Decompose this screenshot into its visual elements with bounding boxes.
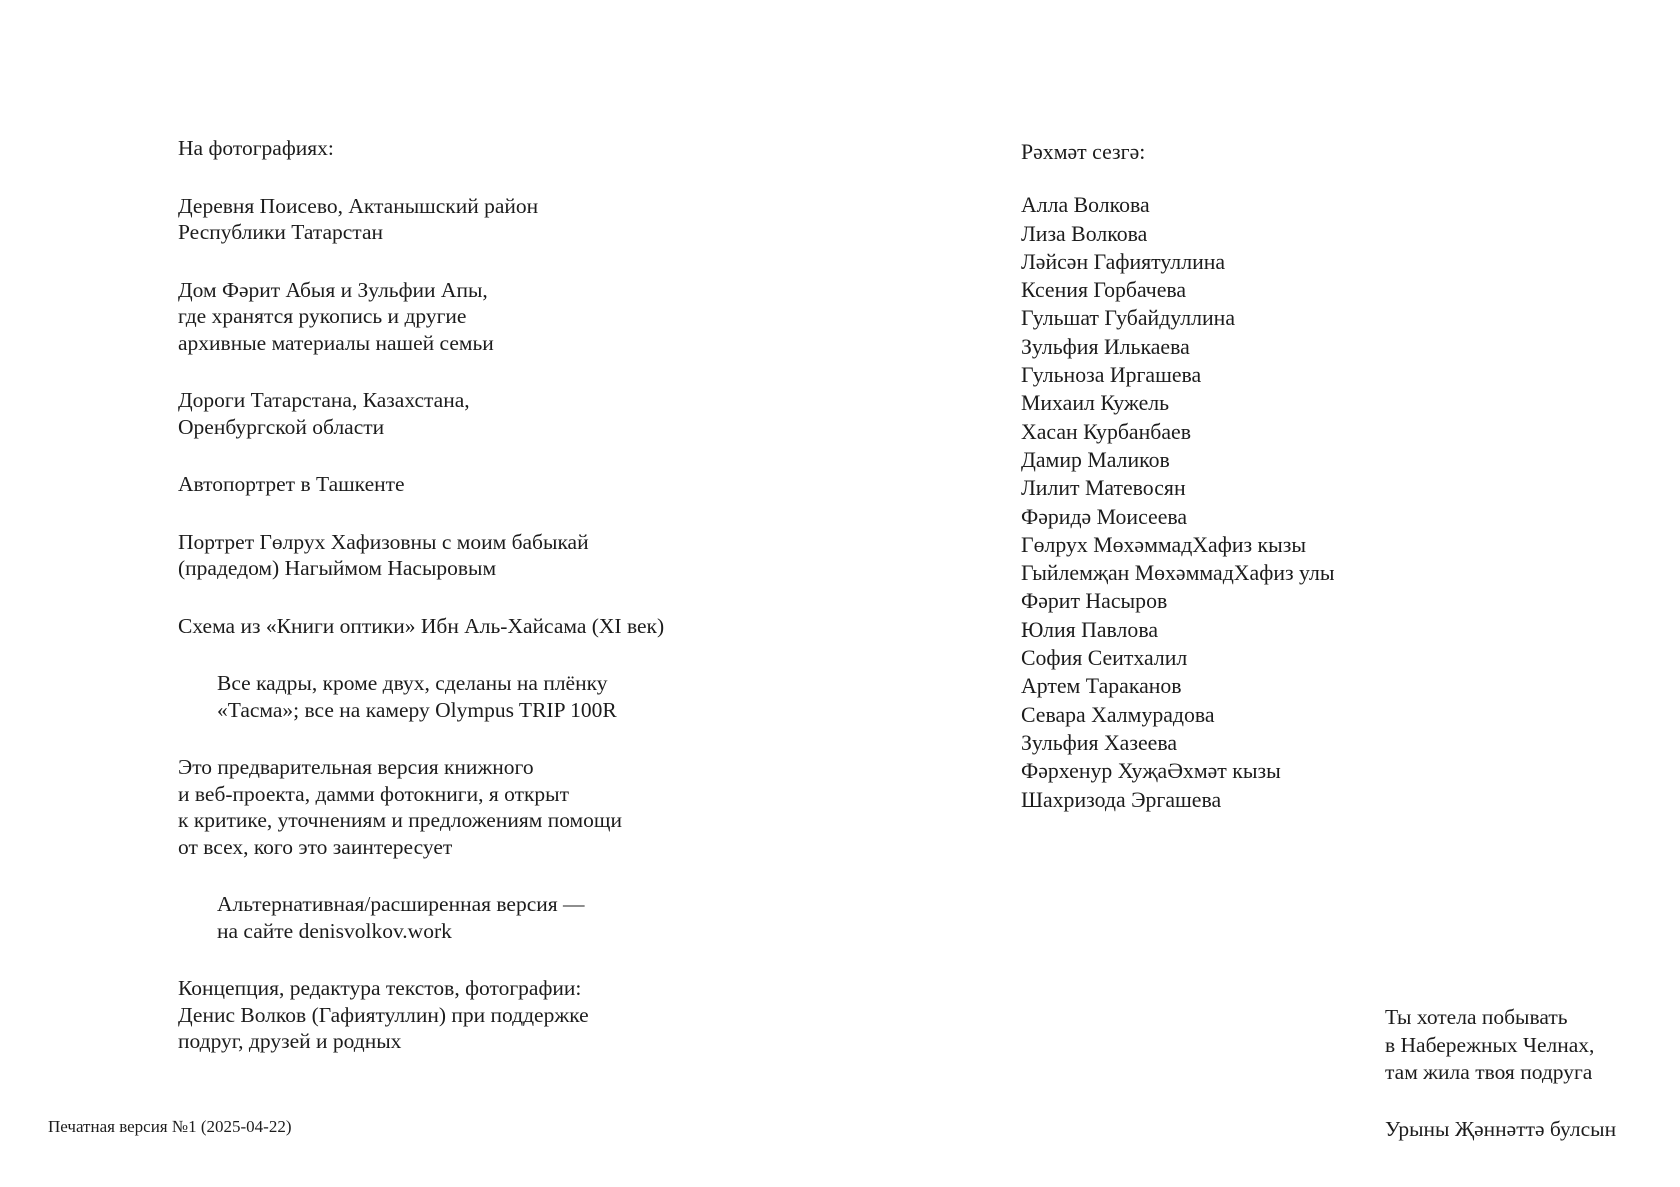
thanks-name: Гульноза Иргашева: [1021, 363, 1202, 388]
thanks-name: Ләйсән Гафиятуллина: [1021, 249, 1226, 274]
memorial-note: [1385, 1004, 1665, 1087]
photo-caption-line: архивные материалы нашей семьи: [178, 330, 494, 355]
photo-captions-header: На фотографиях:: [178, 136, 334, 160]
photo-caption-line: Дом Фәрит Абыя и Зульфии Апы,: [178, 277, 488, 302]
dedication-text: Урыны Җәннәттә булсын: [1385, 1117, 1617, 1141]
credits-line: Концепция, редактура текстов, фотографии:: [178, 976, 582, 1000]
photo-caption-line: Оренбургской области: [178, 414, 385, 439]
thanks-name: София Сеитхалил: [1021, 646, 1188, 671]
thanks-name: Фәридә Моисеева: [1021, 504, 1188, 529]
thanks-name: Шахризода Эргашева: [1021, 787, 1222, 812]
thanks-name: Зульфия Илькаева: [1021, 334, 1190, 359]
thanks-header: Рәхмәт сезгә:: [1021, 140, 1146, 164]
caption-block: [178, 613, 838, 640]
thanks-name: Хасан Курбанбаев: [1021, 419, 1192, 444]
caption-block: [178, 387, 838, 440]
thanks-name: Гөлрух МөхәммадХафиз кызы: [1021, 532, 1307, 557]
photo-caption-line: Портрет Гөлрух Хафизовны с моим бабыкай: [178, 529, 589, 554]
thanks-name: Лилит Матевосян: [1021, 476, 1186, 501]
photo-caption-line: где хранятся рукопись и другие: [178, 304, 467, 328]
film-note-line: Все кадры, кроме двух, сделаны на плёнку: [217, 671, 608, 695]
photo-caption-line: (прадедом) Нагыймом Насыровым: [178, 556, 497, 580]
caption-block: [178, 975, 838, 1055]
preliminary-version-line: к критике, уточнениям и предложениям помощи: [178, 808, 622, 832]
thanks-name: Гыйлемҗан МөхәммадХафиз улы: [1021, 561, 1335, 586]
thanks-column: [1021, 138, 1441, 814]
thanks-name: Юлия Павлова: [1021, 617, 1159, 642]
thanks-name: Михаил Кужель: [1021, 391, 1170, 416]
photo-captions-column: [178, 135, 838, 1055]
caption-block: [178, 529, 838, 582]
photo-caption-line: Автопортрет в Ташкенте: [178, 472, 405, 496]
caption-block: [178, 277, 838, 357]
credits-line: Денис Волков (Гафиятуллин) при поддержке: [178, 1002, 589, 1027]
memorial-note-line: Ты хотела побывать: [1385, 1005, 1568, 1029]
thanks-name: Артем Тараканов: [1021, 674, 1182, 699]
credits-line: подруг, друзей и родных: [178, 1029, 402, 1053]
photo-caption-line: Дороги Татарстана, Казахстана,: [178, 388, 470, 412]
memorial-note-line: в Набережных Челнах,: [1385, 1032, 1595, 1057]
photo-caption-line: Деревня Поисево, Актанышский район: [178, 193, 539, 218]
thanks-name: Фәрит Насыров: [1021, 589, 1168, 614]
preliminary-version-line: Это предварительная версия книжного: [178, 755, 534, 779]
memorial-note-line: там жила твоя подруга: [1385, 1060, 1593, 1084]
film-note-line: «Тасма»; все на камеру Olympus TRIP 100R: [217, 697, 617, 722]
alt-version-line: на сайте denisvolkov.work: [217, 918, 452, 943]
thanks-name: Зульфия Хазеева: [1021, 730, 1177, 755]
thanks-name: Лиза Волкова: [1021, 221, 1148, 246]
thanks-name: Алла Волкова: [1021, 193, 1150, 218]
thanks-name: Ксения Горбачева: [1021, 278, 1187, 303]
thanks-names-list: [1021, 191, 1441, 814]
thanks-name: Дамир Маликов: [1021, 447, 1170, 472]
caption-block-indented: [178, 670, 838, 723]
preliminary-version-line: и веб-проекта, дамми фотокниги, я открыт: [178, 781, 569, 806]
caption-block-indented: [178, 891, 838, 944]
photo-caption-line: Схема из «Книги оптики» Ибн Аль-Хайсама (XI век): [178, 613, 665, 638]
photo-caption-line: Республики Татарстан: [178, 220, 384, 244]
thanks-name: Севара Халмурадова: [1021, 702, 1215, 727]
thanks-name: Фәрхенур ХуҗаӘхмәт кызы: [1021, 759, 1281, 784]
caption-block: [178, 193, 838, 246]
print-version-label: Печатная версия №1 (2025-04-22): [48, 1117, 292, 1136]
caption-block: [178, 754, 838, 860]
thanks-name: Гульшат Губайдуллина: [1021, 306, 1235, 331]
alt-version-line: Альтернативная/расширенная версия —: [217, 892, 585, 916]
caption-block: [178, 471, 838, 498]
preliminary-version-line: от всех, кого это заинтересует: [178, 834, 453, 859]
